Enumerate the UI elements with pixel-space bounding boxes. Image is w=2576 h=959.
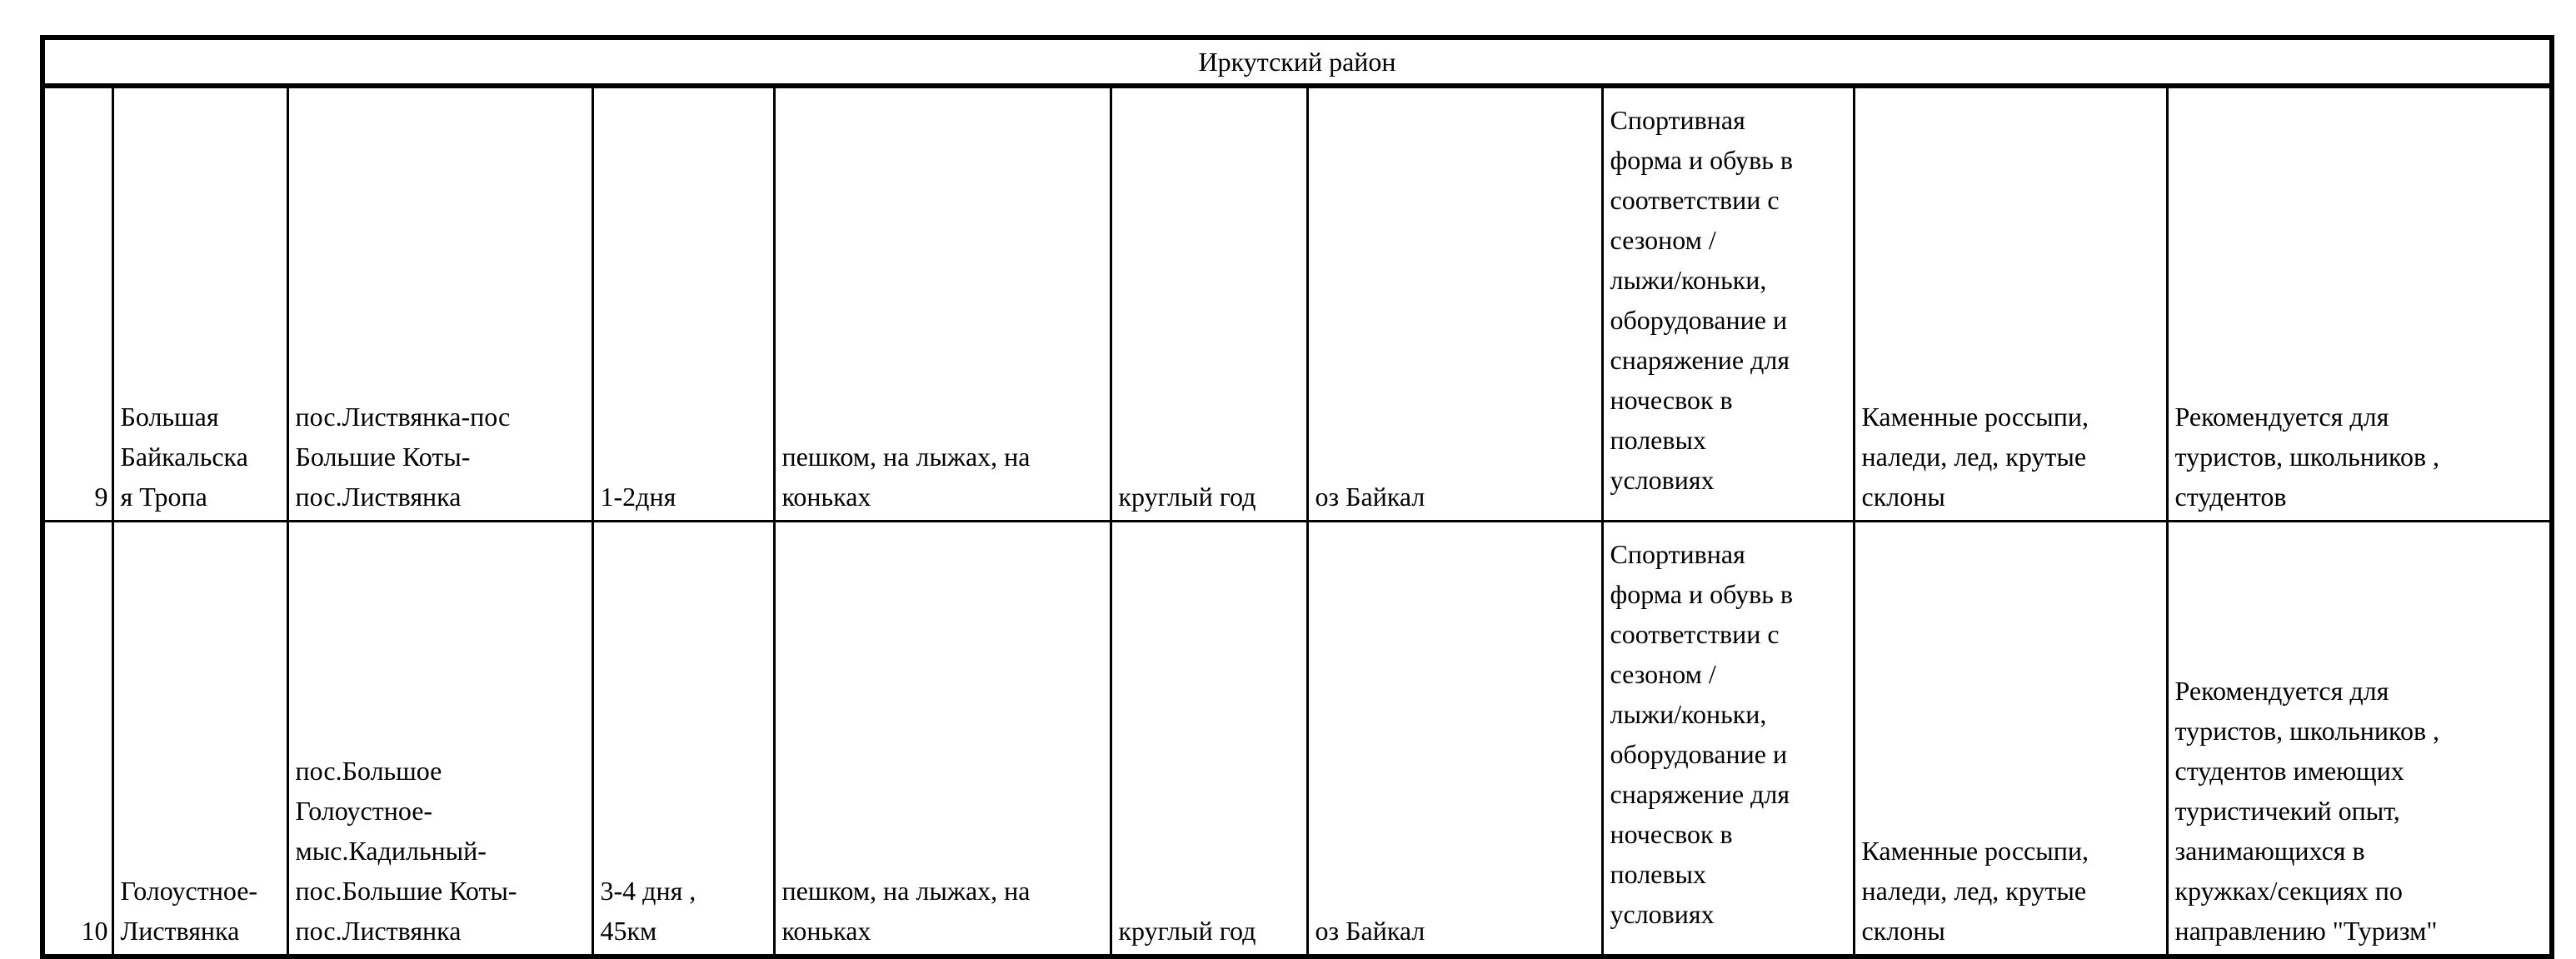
route-duration: 1-2дня [592,86,774,522]
route-season: круглый год [1111,86,1307,522]
route-method: пешком, на лыжах, на коньках [774,86,1111,522]
route-season: круглый год [1111,522,1307,957]
route-object: оз Байкал [1307,522,1602,957]
route-name: Голоустное- Листвянка [112,522,287,957]
route-number: 10 [42,522,112,957]
route-equipment: Спортивная форма и обувь в соответствии с сезоном / лыжи/коньки, оборудование и снаряжение для ночесвок в полевых условиях [1602,522,1854,957]
route-recommendation: Рекомендуется для туристов, школьников , студентов [2167,86,2552,522]
route-hazards: Каменные россыпи, наледи, лед, крутые склоны [1854,522,2167,957]
route-path: пос.Листвянка-пос Большие Коты- пос.Листвянка [287,86,592,522]
route-method: пешком, на лыжах, на коньках [774,522,1111,957]
table-row [42,522,2552,957]
route-name: Большая Байкальска я Тропа [112,86,287,522]
routes-table [40,35,2554,959]
route-equipment: Спортивная форма и обувь в соответствии с сезоном / лыжи/коньки, оборудование и снаряжение для ночесвок в полевых условиях [1602,86,1854,522]
route-duration: 3-4 дня , 45км [592,522,774,957]
district-header-row [42,37,2552,86]
route-number: 9 [42,86,112,522]
route-object: оз Байкал [1307,86,1602,522]
route-recommendation: Рекомендуется для туристов, школьников , студентов имеющих туристичекий опыт, занимающихся в кружках/секциях по направлению "Туризм" [2167,522,2552,957]
district-title: Иркутский район [42,37,2552,86]
table-row [42,86,2552,522]
route-hazards: Каменные россыпи, наледи, лед, крутые склоны [1854,86,2167,522]
route-path: пос.Большое Голоустное- мыс.Кадильный- пос.Большие Коты- пос.Листвянка [287,522,592,957]
